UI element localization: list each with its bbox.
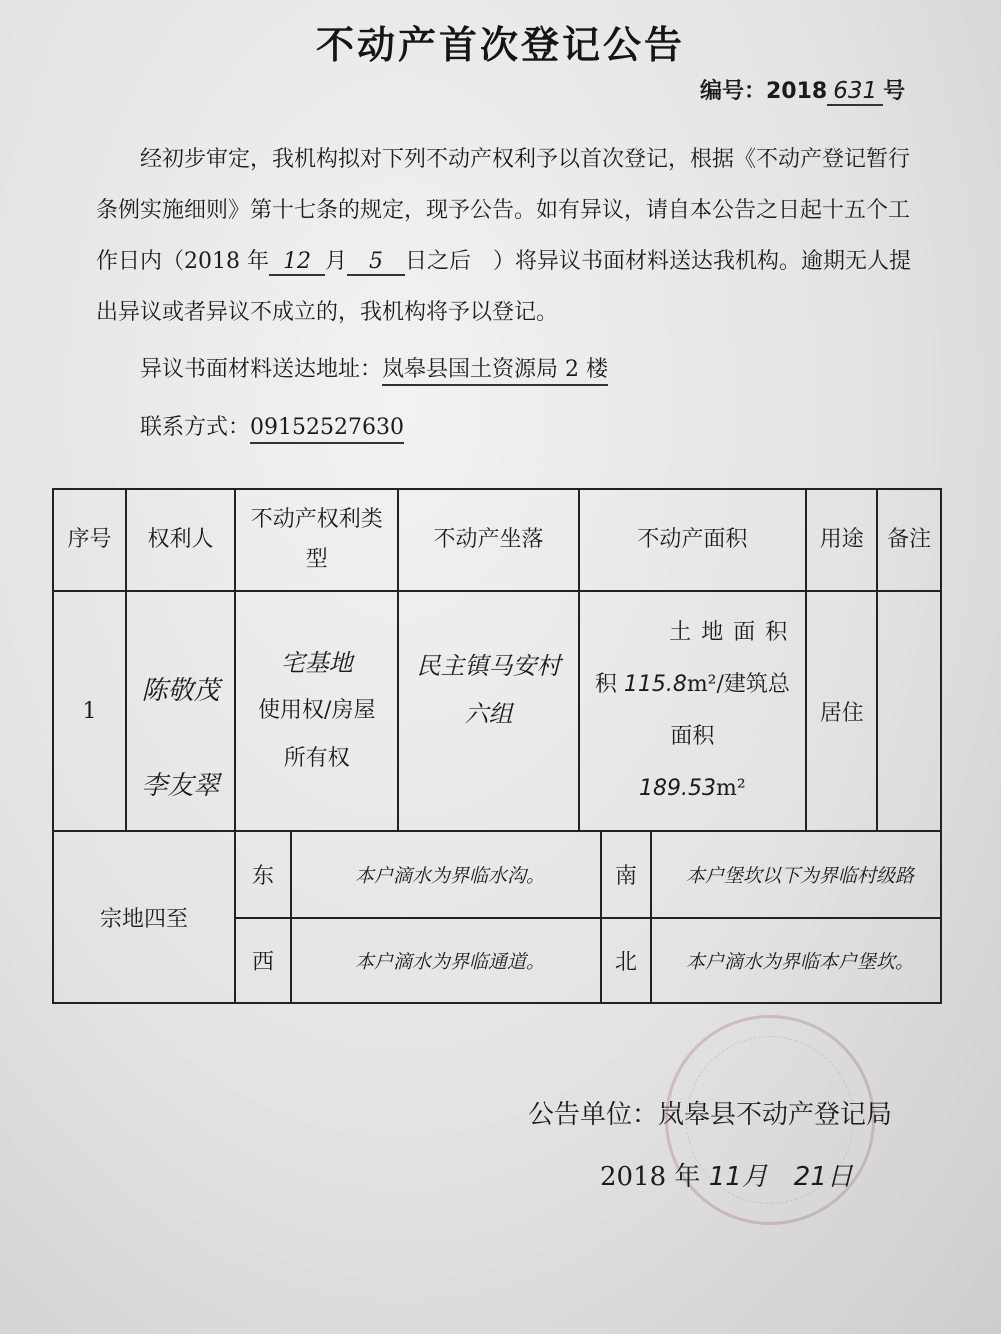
header-area: 不动产面积 <box>579 489 807 591</box>
address-label: 异议书面材料送达地址： <box>140 357 383 382</box>
north-label: 北 <box>601 918 651 1002</box>
south-label: 南 <box>601 832 651 918</box>
cell-right-type <box>235 591 398 831</box>
right-type-printed: 使用权/房屋所有权 <box>258 698 376 771</box>
contact-line <box>140 410 404 441</box>
area-land-label: 土地面积 <box>669 620 798 645</box>
page-title: 不动产首次登记公告 <box>315 23 685 67</box>
address-line <box>140 352 608 383</box>
registration-table <box>52 488 942 1004</box>
address-value: 岚皋县国土资源局 2 楼 <box>382 357 608 386</box>
east-label: 东 <box>236 832 291 918</box>
west-value: 本户滴水为界临通道。 <box>291 918 601 1002</box>
area-land-line: 积 115.8m²/建筑总面积 <box>594 672 790 749</box>
issuing-unit: 公告单位：岚皋县不动产登记局 <box>528 1100 893 1130</box>
west-label: 西 <box>236 918 291 1002</box>
notice-month: 12 <box>269 249 325 276</box>
table-row <box>53 591 941 831</box>
contact-label: 联系方式： <box>140 415 251 440</box>
header-use: 用途 <box>806 489 877 591</box>
cell-holder <box>126 591 235 831</box>
notice-text-a: 经初步审定，我机构拟对下列不动产权利予以首次登记，根据《不动产登记暂行条例实施细则》第十七条的规定，现予公告。如有异议，请自本公告之日起十五个工作日内（2018 年 <box>96 147 911 274</box>
header-location: 不动产坐落 <box>398 489 578 591</box>
doc-no-prefix: 编号：2018 <box>700 79 828 104</box>
doc-no-number: 631 <box>827 78 883 106</box>
issue-month-day: 11月 21日 <box>708 1162 853 1192</box>
area-land-value: 115.8 <box>623 672 687 697</box>
right-type-handwritten: 宅基地 <box>280 649 353 677</box>
notice-paragraph <box>96 134 926 338</box>
south-value: 本户堡坎以下为界临村级路 <box>651 832 940 918</box>
header-holder: 权利人 <box>126 489 235 591</box>
notice-day: 5 <box>347 249 405 276</box>
cell-seq: 1 <box>53 591 126 831</box>
notice-text-c: 日之后 ）将异议书面材料送达我机构。逾期无人提出异议或者异议不成立的，我机构将予以登记。 <box>96 249 912 325</box>
cell-remark <box>877 591 941 831</box>
north-value: 本户滴水为界临本户堡坎。 <box>686 951 915 973</box>
holder-1: 陈敬茂 <box>141 676 220 706</box>
area-building-value: 189.53 <box>639 776 717 801</box>
cell-location: 民主镇马安村六组 <box>398 591 578 831</box>
cell-area <box>579 591 807 831</box>
area-building-line <box>588 763 798 815</box>
table-header-row <box>53 489 941 591</box>
header-seq: 序号 <box>53 489 126 591</box>
header-remark: 备注 <box>877 489 941 591</box>
notice-text-b: 月 <box>324 249 347 274</box>
boundary-label: 宗地四至 <box>53 831 235 1003</box>
area-unit-2: m² <box>716 776 746 801</box>
issue-year: 2018 年 <box>600 1162 701 1192</box>
doc-no-suffix: 号 <box>883 79 906 104</box>
issue-date <box>600 1156 853 1193</box>
header-right-type: 不动产权利类型 <box>235 489 398 591</box>
boundary-table <box>236 832 940 1002</box>
contact-value: 09152527630 <box>250 415 404 444</box>
cell-use: 居住 <box>806 591 877 831</box>
east-value: 本户滴水为界临水沟。 <box>291 832 601 918</box>
document-number <box>700 74 905 105</box>
boundary-row <box>53 831 941 1003</box>
holder-2: 李友翠 <box>141 771 220 801</box>
area-unit: m²/建筑总面积 <box>670 672 790 749</box>
